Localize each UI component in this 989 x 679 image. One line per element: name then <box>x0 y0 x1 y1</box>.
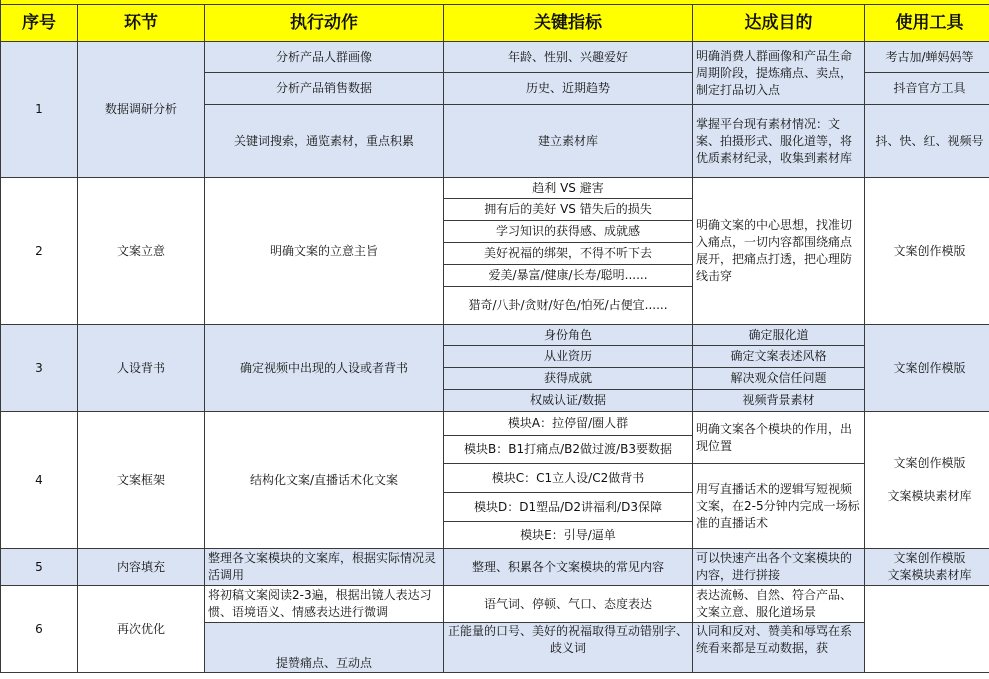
cell-indicator[interactable]: 爱美/暴富/健康/长寿/聪明...... <box>444 265 693 287</box>
cell-action[interactable]: 分析产品销售数据 <box>205 73 444 105</box>
header-cell-tool[interactable]: 使用工具 <box>865 5 989 42</box>
table-row <box>1 586 989 623</box>
cell-indicator[interactable]: 学习知识的获得感、成就感 <box>444 221 693 243</box>
cell-purpose[interactable]: 表达流畅、自然、符合产品、文案立意、服化道场景 <box>693 586 865 623</box>
header-cell-purpose[interactable]: 达成目的 <box>693 5 865 42</box>
cell-action[interactable]: 提赞痛点、互动点 <box>205 623 444 673</box>
cell-action[interactable]: 明确文案的立意主旨 <box>205 178 444 325</box>
cell-tool[interactable]: 考古加/蝉妈妈等 <box>865 42 989 73</box>
cell-purpose[interactable]: 明确文案的中心思想，找准切入痛点，一切内容都围绕痛点展开，把痛点打透，把心理防线击穿 <box>693 178 865 325</box>
cell-indicator[interactable]: 趋利 VS 避害 <box>444 178 693 199</box>
cell-purpose[interactable]: 确定服化道 <box>693 325 865 346</box>
header-cell-stage[interactable]: 环节 <box>78 5 205 42</box>
cell-purpose[interactable]: 认同和反对、赞美和辱骂在系统看来都是互动数据，获 <box>693 623 865 673</box>
table-row <box>1 412 989 436</box>
cell-stage[interactable]: 内容填充 <box>78 549 205 586</box>
cell-no[interactable]: 3 <box>1 325 78 412</box>
cell-tool[interactable]: 抖、快、红、视频号 <box>865 105 989 178</box>
header-cell-indicator[interactable]: 关键指标 <box>444 5 693 42</box>
cell-purpose[interactable]: 可以快速产出各个文案模块的内容，进行拼接 <box>693 549 865 586</box>
cell-no[interactable]: 4 <box>1 412 78 549</box>
tool-spacer <box>868 472 989 488</box>
cell-indicator[interactable]: 年龄、性别、兴趣爱好 <box>444 42 693 73</box>
cell-action[interactable]: 确定视频中出现的人设或者背书 <box>205 325 444 412</box>
cell-no[interactable]: 5 <box>1 549 78 586</box>
cell-indicator[interactable]: 从业资历 <box>444 346 693 368</box>
cell-tool[interactable]: 抖音官方工具 <box>865 73 989 105</box>
cell-indicator[interactable]: 猎奇/八卦/贪财/好色/怕死/占便宜...... <box>444 287 693 325</box>
cell-no[interactable]: 2 <box>1 178 78 325</box>
cell-indicator[interactable]: 模块B：B1打痛点/B2做过渡/B3要数据 <box>444 436 693 464</box>
cell-stage[interactable]: 数据调研分析 <box>78 42 205 178</box>
table-row <box>1 178 989 199</box>
cell-purpose[interactable]: 用写直播话术的逻辑写短视频文案，在2-5分钟内完成一场标准的直播话术 <box>693 464 865 549</box>
cell-purpose[interactable]: 视频背景素材 <box>693 390 865 412</box>
cell-indicator[interactable]: 模块C：C1立人设/C2做背书 <box>444 464 693 493</box>
cell-stage[interactable]: 再次优化 <box>78 586 205 673</box>
tool-line: 文案创作模版 <box>893 551 966 565</box>
cell-tool[interactable] <box>865 586 989 673</box>
cell-indicator[interactable]: 拥有后的美好 VS 错失后的损失 <box>444 199 693 221</box>
cell-indicator[interactable]: 权威认证/数据 <box>444 390 693 412</box>
cell-indicator[interactable]: 语气词、停顿、气口、态度表达 <box>444 586 693 623</box>
cell-purpose[interactable]: 掌握平台现有素材情况：文案、拍摄形式、服化道等，将优质素材纪录，收集到素材库 <box>693 105 865 178</box>
tool-line: 文案模块素材库 <box>887 568 972 582</box>
cell-purpose[interactable]: 确定文案表述风格 <box>693 346 865 368</box>
cell-purpose[interactable]: 明确文案各个模块的作用，出现位置 <box>693 412 865 464</box>
cell-tool[interactable]: 文案创作模版 <box>865 178 989 325</box>
cell-indicator[interactable]: 模块E：引导/逼单 <box>444 522 693 549</box>
cell-stage[interactable]: 人设背书 <box>78 325 205 412</box>
header-cell-no[interactable]: 序号 <box>1 5 78 42</box>
cell-indicator[interactable]: 正能量的口号、美好的祝福取得互动错别字、歧义词 <box>444 623 693 673</box>
cell-stage[interactable]: 文案框架 <box>78 412 205 549</box>
cell-tool[interactable] <box>865 412 989 549</box>
cell-tool[interactable]: 文案创作模版 <box>865 325 989 412</box>
cell-action[interactable]: 结构化文案/直播话术化文案 <box>205 412 444 549</box>
cell-indicator[interactable]: 历史、近期趋势 <box>444 73 693 105</box>
cell-indicator[interactable]: 整理、积累各个文案模块的常见内容 <box>444 549 693 586</box>
cell-indicator[interactable]: 模块D：D1塑品/D2讲福利/D3保障 <box>444 493 693 522</box>
cell-indicator[interactable]: 身份角色 <box>444 325 693 346</box>
cell-indicator[interactable]: 获得成就 <box>444 368 693 390</box>
tool-line: 文案创作模版 <box>893 456 966 470</box>
table-row <box>1 325 989 346</box>
cell-action[interactable]: 关键词搜索，通览素材，重点积累 <box>205 105 444 178</box>
cell-tool[interactable] <box>865 549 989 586</box>
cell-purpose[interactable]: 解决观众信任问题 <box>693 368 865 390</box>
header-cell-action[interactable]: 执行动作 <box>205 5 444 42</box>
cell-purpose[interactable]: 明确消费人群画像和产品生命周期阶段，提炼痛点、卖点，制定打品切入点 <box>693 42 865 105</box>
cell-indicator[interactable]: 美好祝福的绑架，不得不听下去 <box>444 243 693 265</box>
cell-no[interactable]: 6 <box>1 586 78 673</box>
header-row <box>1 5 989 42</box>
table-row <box>1 42 989 73</box>
cell-action[interactable]: 将初稿文案阅读2-3遍，根据出镜人表达习惯、语境语义、情感表达进行微调 <box>205 586 444 623</box>
cell-stage[interactable]: 文案立意 <box>78 178 205 325</box>
cell-no[interactable]: 1 <box>1 42 78 178</box>
cell-indicator[interactable]: 模块A：拉停留/圈人群 <box>444 412 693 436</box>
tool-line: 文案模块素材库 <box>887 489 972 503</box>
cell-action[interactable]: 分析产品人群画像 <box>205 42 444 73</box>
table-row <box>1 549 989 586</box>
cell-indicator[interactable]: 建立素材库 <box>444 105 693 178</box>
cell-action[interactable]: 整理各文案模块的文案库，根据实际情况灵活调用 <box>205 549 444 586</box>
